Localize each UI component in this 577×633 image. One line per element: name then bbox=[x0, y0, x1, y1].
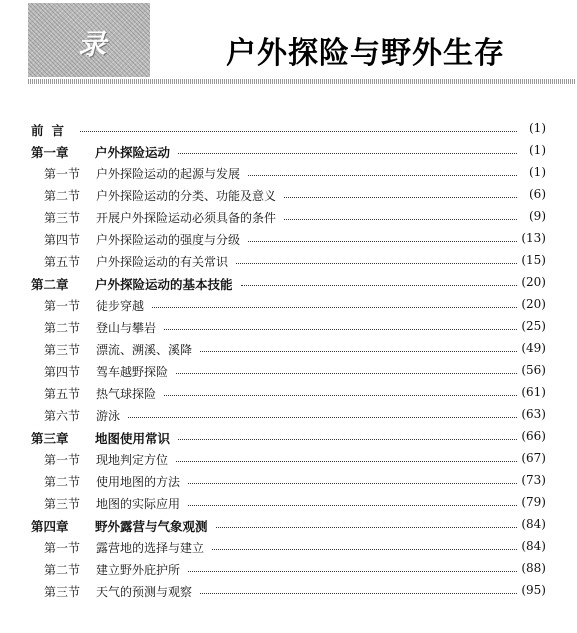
toc-entry-title: 使用地图的方法 bbox=[96, 475, 181, 489]
toc-page-number: (15) bbox=[518, 253, 546, 267]
toc-entry-title: 户外探险运动的起源与发展 bbox=[96, 167, 241, 181]
toc-entry-title: 建立野外庇护所 bbox=[96, 563, 181, 577]
toc-entry-title: 现地判定方位 bbox=[96, 453, 169, 467]
toc-entry-title: 地图的实际应用 bbox=[96, 497, 181, 511]
header-decor-box bbox=[28, 3, 150, 77]
toc-entry-title: 登山与攀岩 bbox=[96, 321, 157, 335]
toc-entry-number: 第五节 bbox=[44, 387, 81, 401]
toc-row-preface[interactable] bbox=[0, 118, 577, 140]
toc-dot-leader bbox=[152, 307, 517, 308]
toc-entry-number: 第一章 bbox=[31, 145, 69, 160]
toc-dot-leader bbox=[176, 373, 517, 374]
toc-dot-leader bbox=[164, 395, 517, 396]
toc-entry-number: 第三节 bbox=[44, 343, 81, 357]
toc-entry-title: 户外探险运动的基本技能 bbox=[95, 277, 233, 292]
toc-page-number: (73) bbox=[518, 473, 546, 487]
toc-entry-number: 第三节 bbox=[44, 585, 81, 599]
toc-entry-number: 第五节 bbox=[44, 255, 81, 269]
toc-entry-number: 第三章 bbox=[31, 431, 69, 446]
toc-entry-number: 第二节 bbox=[44, 475, 81, 489]
toc-entry-number: 第六节 bbox=[44, 409, 81, 423]
toc-row-section[interactable] bbox=[0, 228, 577, 250]
toc-page-number: (56) bbox=[518, 363, 546, 377]
toc-entry-label bbox=[44, 253, 228, 270]
toc-entry-label bbox=[44, 165, 240, 182]
toc-page-number: (49) bbox=[518, 341, 546, 355]
toc-row-section[interactable] bbox=[0, 404, 577, 426]
toc-entry-number: 第二节 bbox=[44, 321, 81, 335]
toc-dot-leader bbox=[284, 219, 517, 220]
toc-page-number: (84) bbox=[518, 539, 546, 553]
toc-entry-label bbox=[44, 209, 276, 226]
toc-page-number: (25) bbox=[518, 319, 546, 333]
toc-row-section[interactable] bbox=[0, 316, 577, 338]
toc-entry-label bbox=[44, 407, 120, 424]
toc-row-chapter[interactable] bbox=[0, 426, 577, 448]
toc-entry-label bbox=[31, 143, 170, 161]
toc-entry-number: 第二节 bbox=[44, 563, 81, 577]
toc-dot-leader bbox=[188, 571, 517, 572]
toc-row-section[interactable] bbox=[0, 382, 577, 404]
toc-entry-title: 天气的预测与观察 bbox=[96, 585, 193, 599]
toc-row-section[interactable] bbox=[0, 294, 577, 316]
toc-entry-label bbox=[31, 517, 208, 535]
toc-entry-title: 游泳 bbox=[96, 409, 121, 423]
toc-entry-label bbox=[44, 319, 156, 336]
toc-page-number: (13) bbox=[518, 231, 546, 245]
toc-entry-label bbox=[44, 561, 180, 578]
toc-row-section[interactable] bbox=[0, 162, 577, 184]
toc-dot-leader bbox=[248, 241, 517, 242]
toc-entry-title: 徒步穿越 bbox=[96, 299, 145, 313]
toc-page-number: (1) bbox=[526, 121, 546, 135]
toc-entry-label bbox=[31, 275, 233, 293]
toc-entry-label bbox=[44, 473, 180, 490]
toc-dot-leader bbox=[216, 527, 517, 528]
toc-dot-leader bbox=[200, 593, 517, 594]
toc-page-number: (61) bbox=[518, 385, 546, 399]
toc-entry-label bbox=[44, 341, 192, 358]
toc-entry-title: 户外探险运动的有关常识 bbox=[96, 255, 229, 269]
toc-entry-title: 漂流、溯溪、溪降 bbox=[96, 343, 193, 357]
toc-dot-leader bbox=[178, 153, 517, 154]
toc-entry-number: 第四节 bbox=[44, 233, 81, 247]
toc-entry-label bbox=[44, 451, 168, 468]
table-of-contents bbox=[0, 118, 577, 602]
toc-dot-leader bbox=[188, 483, 517, 484]
book-title: 户外探险与野外生存 bbox=[226, 36, 505, 71]
header-rule bbox=[28, 79, 576, 84]
toc-entry-number: 第一节 bbox=[44, 167, 81, 181]
toc-page-number: (1) bbox=[526, 143, 546, 157]
toc-page-number: (9) bbox=[526, 209, 546, 223]
toc-entry-number: 第三节 bbox=[44, 497, 81, 511]
toc-dot-leader bbox=[176, 461, 517, 462]
toc-dot-leader bbox=[212, 549, 517, 550]
toc-entry-title: 野外露营与气象观测 bbox=[95, 519, 208, 534]
toc-entry-title: 地图使用常识 bbox=[95, 431, 171, 446]
toc-page-number: (88) bbox=[518, 561, 546, 575]
toc-dot-leader bbox=[200, 351, 517, 352]
toc-row-section[interactable] bbox=[0, 492, 577, 514]
toc-row-chapter[interactable] bbox=[0, 514, 577, 536]
toc-entry-title: 户外探险运动的强度与分级 bbox=[96, 233, 241, 247]
toc-entry-number: 第一节 bbox=[44, 299, 81, 313]
toc-entry-number: 第二节 bbox=[44, 189, 81, 203]
toc-page-number: (95) bbox=[518, 583, 546, 597]
toc-row-section[interactable] bbox=[0, 338, 577, 360]
page-header bbox=[0, 0, 577, 88]
toc-dot-leader bbox=[178, 439, 517, 440]
toc-dot-leader bbox=[248, 175, 517, 176]
toc-row-chapter[interactable] bbox=[0, 272, 577, 294]
toc-page-number: (66) bbox=[518, 429, 546, 443]
toc-dot-leader bbox=[80, 131, 517, 132]
toc-dot-leader bbox=[188, 505, 517, 506]
toc-entry-label bbox=[31, 121, 72, 139]
toc-page-number: (20) bbox=[518, 275, 546, 289]
toc-entry-title: 前言 bbox=[31, 123, 73, 138]
toc-entry-title: 户外探险运动 bbox=[95, 145, 171, 160]
toc-dot-leader bbox=[128, 417, 517, 418]
toc-entry-title: 露营地的选择与建立 bbox=[96, 541, 205, 555]
toc-row-section[interactable] bbox=[0, 558, 577, 580]
toc-entry-label bbox=[44, 385, 156, 402]
toc-entry-label bbox=[44, 539, 204, 556]
toc-page-number: (1) bbox=[526, 165, 546, 179]
toc-row-section[interactable] bbox=[0, 470, 577, 492]
toc-row-chapter[interactable] bbox=[0, 140, 577, 162]
toc-entry-label bbox=[44, 363, 168, 380]
toc-entry-number: 第四节 bbox=[44, 365, 81, 379]
toc-entry-number: 第四章 bbox=[31, 519, 69, 534]
toc-entry-label bbox=[31, 429, 170, 447]
toc-page-number: (67) bbox=[518, 451, 546, 465]
toc-entry-number: 第二章 bbox=[31, 277, 69, 292]
toc-dot-leader bbox=[164, 329, 517, 330]
toc-row-section[interactable] bbox=[0, 250, 577, 272]
toc-dot-leader bbox=[236, 263, 517, 264]
toc-row-section[interactable] bbox=[0, 580, 577, 602]
toc-row-section[interactable] bbox=[0, 184, 577, 206]
toc-row-section[interactable] bbox=[0, 206, 577, 228]
toc-dot-leader bbox=[284, 197, 517, 198]
toc-dot-leader bbox=[241, 285, 517, 286]
toc-entry-number: 第一节 bbox=[44, 453, 81, 467]
toc-entry-number: 第一节 bbox=[44, 541, 81, 555]
toc-entry-title: 户外探险运动的分类、功能及意义 bbox=[96, 189, 277, 203]
toc-row-section[interactable] bbox=[0, 536, 577, 558]
toc-row-section[interactable] bbox=[0, 360, 577, 382]
toc-page-number: (20) bbox=[518, 297, 546, 311]
toc-row-section[interactable] bbox=[0, 448, 577, 470]
toc-page-number: (6) bbox=[526, 187, 546, 201]
toc-entry-number: 第三节 bbox=[44, 211, 81, 225]
toc-entry-title: 开展户外探险运动必须具备的条件 bbox=[96, 211, 277, 225]
toc-entry-label bbox=[44, 231, 240, 248]
toc-entry-label bbox=[44, 495, 180, 512]
toc-page-number: (79) bbox=[518, 495, 546, 509]
toc-page-number: (63) bbox=[518, 407, 546, 421]
toc-entry-title: 热气球探险 bbox=[96, 387, 157, 401]
header-mu-char: 录 bbox=[78, 28, 107, 61]
toc-entry-label bbox=[44, 187, 276, 204]
toc-entry-label bbox=[44, 297, 144, 314]
toc-entry-title: 驾车越野探险 bbox=[96, 365, 169, 379]
toc-entry-label bbox=[44, 583, 192, 600]
toc-page-number: (84) bbox=[518, 517, 546, 531]
